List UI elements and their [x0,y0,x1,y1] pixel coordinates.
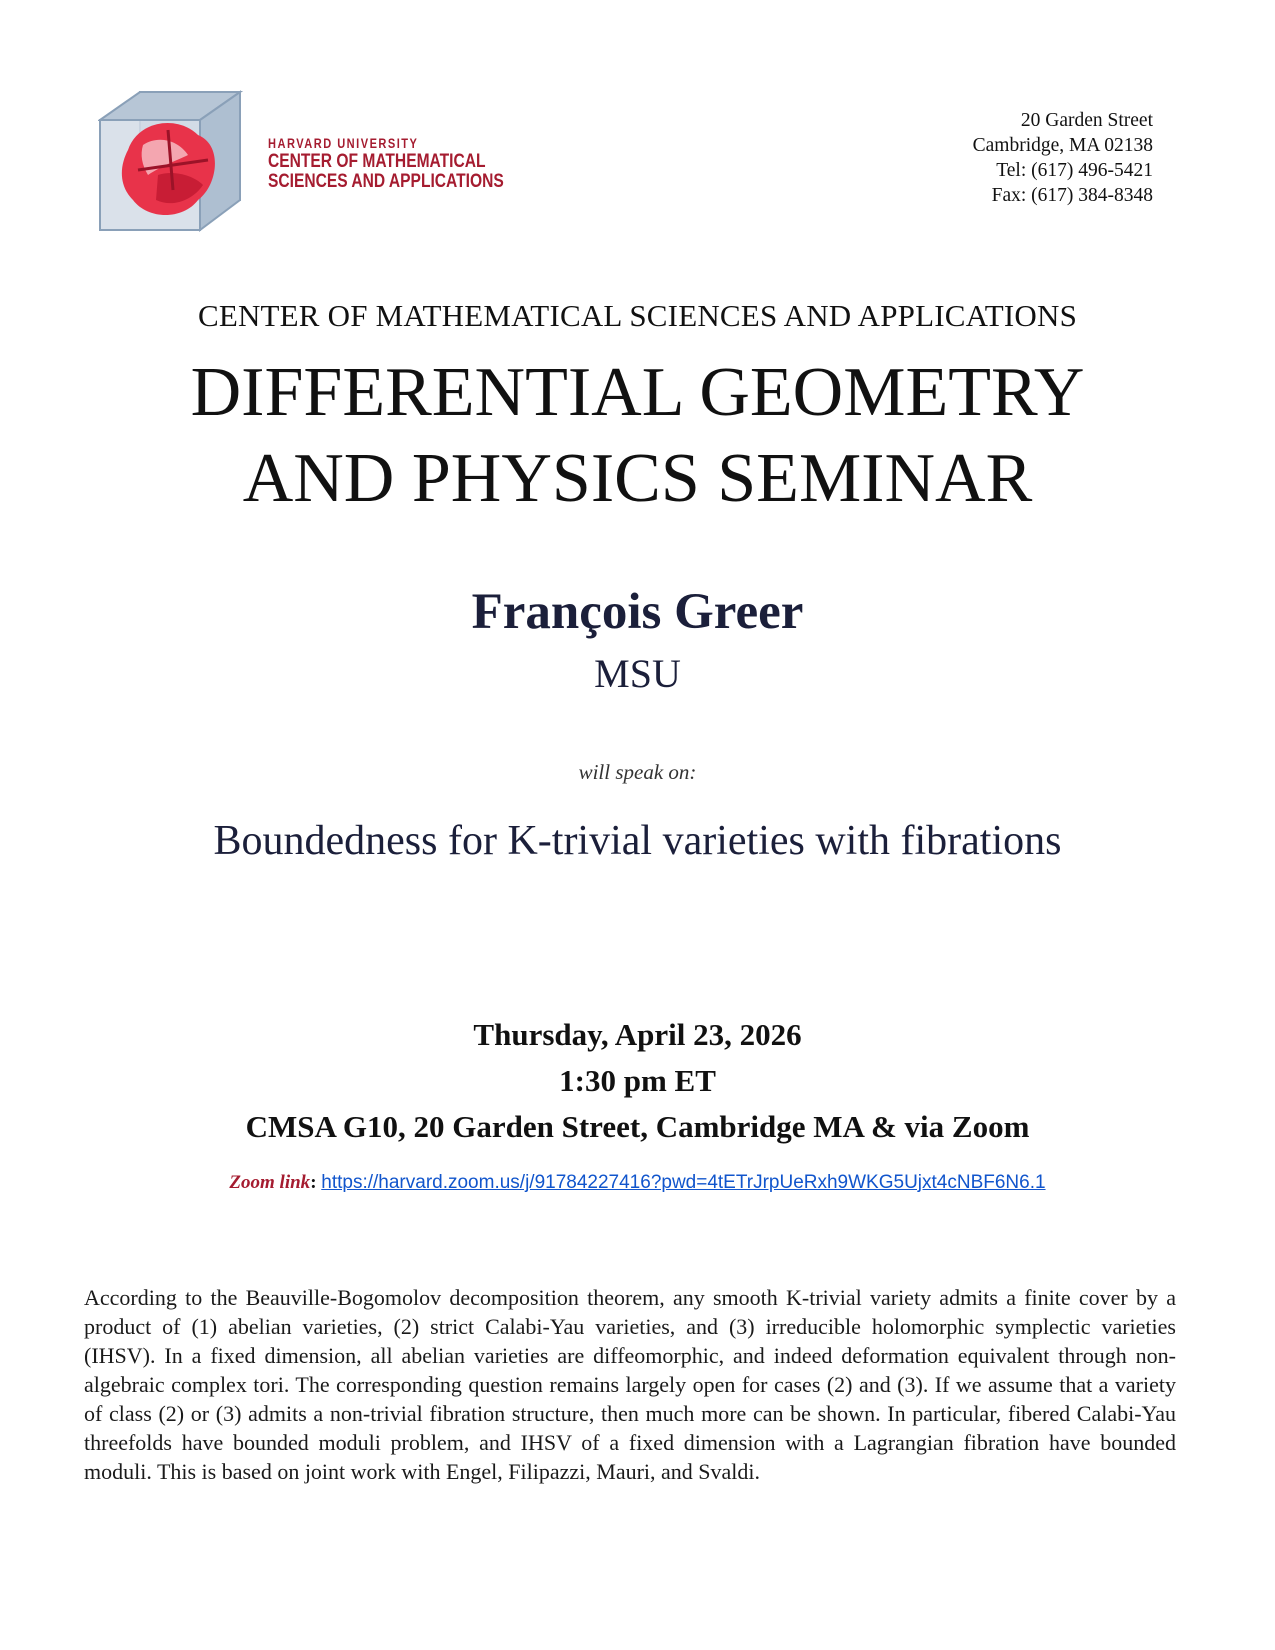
zoom-colon: : [310,1172,317,1193]
address-street: 20 Garden Street [1020,110,1153,131]
speaker-affiliation: MSU [594,651,681,696]
speaker-name: François Greer [471,584,804,640]
seminar-title [0,350,1275,522]
will-speak-label: will speak on: [578,760,697,784]
address-fax: Fax: (617) 384-8348 [991,185,1153,206]
address-tel: Tel: (617) 496-5421 [996,160,1153,181]
center-heading: CENTER OF MATHEMATICAL SCIENCES AND APPLICATIONS [197,298,1078,333]
cmsa-logo-text [268,136,504,192]
address-block [973,108,1153,208]
seminar-title-line-2: AND PHYSICS SEMINAR [242,440,1033,517]
zoom-line [0,1172,1275,1194]
logo-line-2: CENTER OF MATHEMATICAL [268,151,486,172]
event-date: Thursday, April 23, 2026 [473,1017,802,1052]
zoom-link[interactable]: https://harvard.zoom.us/j/91784227416?pwd=4tETrJrpUeRxh9WKG5Ujxt4cNBF6N6.1 [321,1172,1046,1193]
address-city: Cambridge, MA 02138 [972,135,1153,156]
abstract-text: According to the Beauville-Bogomolov decomposition theorem, any smooth K-trivial variety admits a finite cover by a product of (1) abelian varieties, (2) strict Calabi-Yau varieties, and (3) irreducible holomorphic symplectic varieties (IHSV). In a fixed dimension, all abelian varieties are diffeomorphic, and indeed deformation equivalent through non-algebraic complex tori. The corresponding question remains largely open for cases (2) and (3). If we assume that a variety of class (2) or (3) admits a non-trivial fibration structure, then much more can be shown. In particular, fibered Calabi-Yau threefolds have bounded moduli problem, and IHSV of a fixed dimension with a Lagrangian fibration have bounded moduli. This is based on joint work with Engel, Filipazzi, Mauri, and Svaldi. [84,1285,1176,1484]
event-time: 1:30 pm ET [559,1063,716,1098]
talk-title: Boundedness for K-trivial varieties with fibrations [213,818,1062,864]
event-location: CMSA G10, 20 Garden Street, Cambridge MA & via Zoom [245,1109,1030,1144]
logo-line-3: SCIENCES AND APPLICATIONS [268,171,504,192]
cmsa-logo-icon [98,90,248,238]
logo-line-1: HARVARD UNIVERSITY [268,136,419,151]
zoom-label: Zoom link [229,1172,311,1193]
seminar-title-line-1: DIFFERENTIAL GEOMETRY [190,354,1085,431]
event-details [0,1012,1275,1150]
